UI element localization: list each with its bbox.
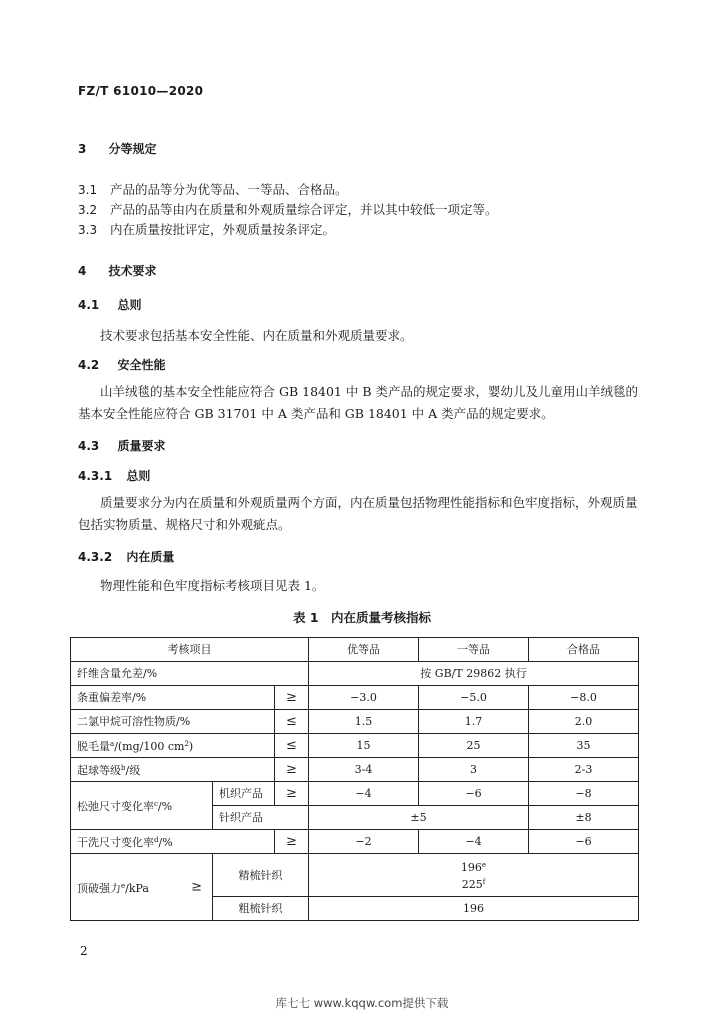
value-grade-2: 3 [419,758,529,782]
quality-table [70,637,639,921]
table-row [71,686,639,710]
sub-label: 机织产品 [213,782,275,806]
comparison-symbol: ≤ [275,734,309,758]
footnote-mark: e [121,881,126,890]
unit-text: /% [158,836,173,849]
table-row [71,734,639,758]
section-title: 分等规定 [108,142,157,156]
clause-text: 内在质量按批评定，外观质量按条评定。 [109,222,335,237]
value-grade-3: 35 [529,734,639,758]
table-header-row [71,638,639,662]
table-row [71,854,639,897]
table-row [71,830,639,854]
clause-3-1 [78,180,348,198]
clause-title: 总则 [126,469,151,483]
footnote-mark: e [481,861,487,869]
section-3-heading [78,140,157,157]
clause-4-3-heading [78,437,165,454]
label-text: 松弛尺寸变化率 [77,800,154,813]
footnote-mark: a [110,740,115,748]
clause-4-1-heading [78,296,141,313]
superscript: 2 [184,740,189,748]
value-grade-1: 1.5 [309,710,419,734]
unit-text: /kPa [125,881,149,895]
download-watermark[interactable]: 库七七 www.kqqw.com提供下载 [275,996,449,1010]
section-title: 技术要求 [108,264,157,278]
value-grade-3: 2.0 [529,710,639,734]
comparison-symbol: ≤ [275,710,309,734]
table-row [71,782,639,806]
table-title: 表 1 内在质量考核指标 [292,610,432,625]
clause-number: 3.3 [78,223,98,237]
clause-title: 内在质量 [126,550,175,564]
clause-number: 3.2 [78,203,98,217]
value-text: 225 [461,878,483,891]
sub-label: 精梳针织 [213,854,309,897]
sub-label: 针织产品 [213,806,309,830]
section-number: 4 [78,264,87,278]
unit-end: ) [188,740,194,753]
merged-value [309,854,639,897]
standard-code: FZ/T 61010—2020 [78,84,204,98]
comparison-symbol: ≥ [275,686,309,710]
value-grade-3: −8.0 [529,686,639,710]
row-label [71,758,275,782]
row-label: 纤维含量允差/% [71,662,309,686]
table-row [71,710,639,734]
section-number: 3 [78,142,87,156]
section-4-heading [78,262,157,279]
header-grade-1: 优等品 [309,638,419,662]
clause-4-3-1-text: 质量要求分为内在质量和外观质量两个方面，内在质量包括物理性能指标和色牢度指标，外观质量包括实物质量、规格尺寸和外观疵点。 [78,495,638,532]
value-line [315,875,632,892]
value-grade-3: −8 [529,782,639,806]
unit-text: /(mg/100 cm [114,740,185,753]
value-grade-3: −6 [529,830,639,854]
clause-text: 产品的品等分为优等品、一等品、合格品。 [109,182,348,197]
value-grade-1: −4 [309,782,419,806]
value-grade-2: 25 [419,734,529,758]
header-item: 考核项目 [71,638,309,662]
label-text: 起球等级 [77,764,121,777]
footnote-mark: f [482,878,486,886]
clause-number: 4.1 [78,298,100,312]
clause-4-3-2-text: 物理性能和色牢度指标考核项目见表 1。 [100,578,325,593]
unit-text: /% [157,800,173,813]
clause-title: 质量要求 [117,439,166,453]
comparison-symbol: ≥ [275,830,309,854]
header-grade-3: 合格品 [529,638,639,662]
row-label [71,830,275,854]
row-label: 二氯甲烷可溶性物质/% [71,710,275,734]
clause-4-3-2-heading [78,548,174,565]
value-grade-3: 2-3 [529,758,639,782]
value-grade-2: −5.0 [419,686,529,710]
merged-value: ±5 [309,806,529,830]
header-grade-2: 一等品 [419,638,529,662]
clause-number: 4.3.1 [78,469,113,483]
value-grade-1: −3.0 [309,686,419,710]
merged-value: 按 GB/T 29862 执行 [309,662,639,686]
clause-title: 总则 [117,298,142,312]
value-grade-1: 15 [309,734,419,758]
clause-number: 3.1 [78,183,98,197]
clause-4-2-heading [78,356,165,373]
clause-number: 4.3.2 [78,550,113,564]
comparison-symbol: ≥ [191,879,202,895]
value-line [315,858,632,875]
label-text: 脱毛量 [77,740,110,753]
value-grade-3: ±8 [529,806,639,830]
value-grade-2: −6 [419,782,529,806]
value-grade-1: 3-4 [309,758,419,782]
sub-label: 粗梳针织 [213,897,309,921]
table-row [71,758,639,782]
clause-text: 产品的品等由内在质量和外观质量综合评定，并以其中较低一项定等。 [109,202,498,217]
clause-number: 4.2 [78,358,100,372]
clause-4-3-1-heading [78,467,150,484]
clause-4-2-text: 山羊绒毯的基本安全性能应符合 GB 18401 中 B 类产品的规定要求，婴幼儿及儿童用山羊绒毯的基本安全性能应符合 GB 31701 中 A 类产品和 GB 18401 中 A 类产品的规定要求。 [78,384,638,421]
merged-value: 196 [309,897,639,921]
row-label [71,734,275,758]
clause-3-3 [78,220,335,238]
page-number: 2 [80,944,88,958]
clause-number: 4.3 [78,439,100,453]
unit-text: /级 [125,764,141,777]
footnote-mark: c [154,800,158,808]
label-text: 干洗尺寸变化率 [77,836,154,849]
clause-4-1-text: 技术要求包括基本安全性能、内在质量和外观质量要求。 [100,328,413,343]
comparison-symbol: ≥ [275,782,309,806]
value-grade-1: −2 [309,830,419,854]
row-label [71,854,213,921]
label-text: 顶破强力 [77,881,121,895]
footnote-mark: b [121,764,126,772]
row-label: 条重偏差率/% [71,686,275,710]
value-grade-2: 1.7 [419,710,529,734]
table-row [71,662,639,686]
clause-title: 安全性能 [117,358,166,372]
value-grade-2: −4 [419,830,529,854]
comparison-symbol: ≥ [275,758,309,782]
value-text: 196 [460,861,482,874]
footnote-mark: d [154,836,159,844]
clause-3-2 [78,200,498,218]
row-label [71,782,213,830]
